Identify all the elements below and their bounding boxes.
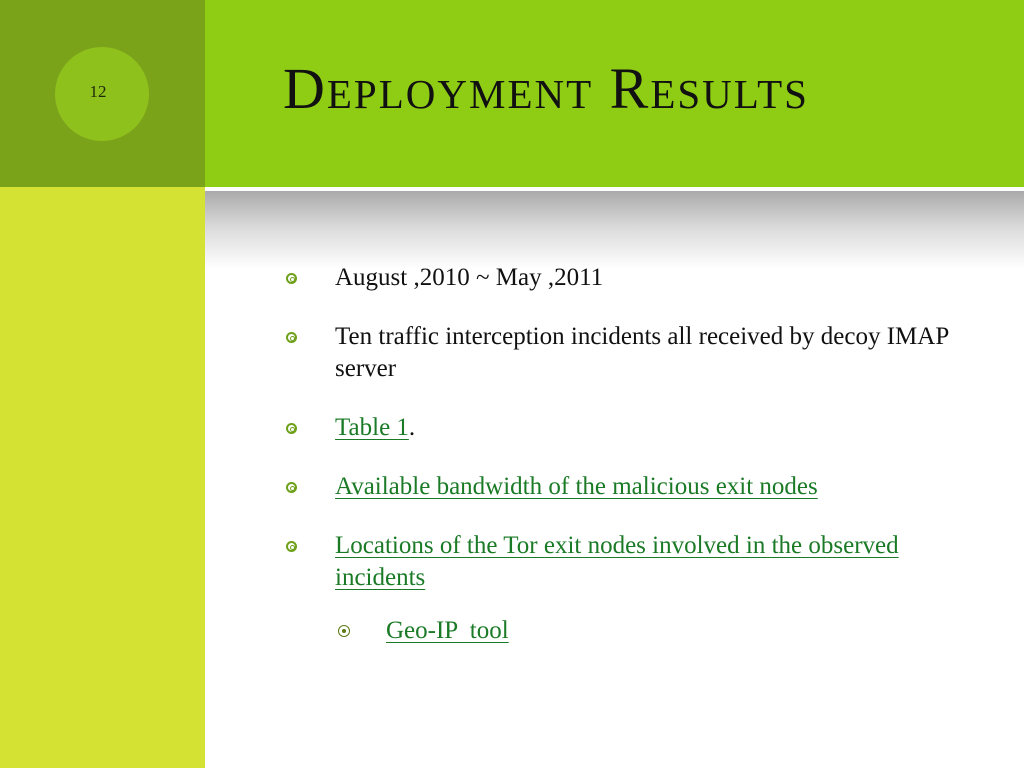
bullet-suffix: . (408, 414, 416, 441)
table-1-link[interactable]: Table 1 (335, 414, 409, 441)
bullet-icon (286, 423, 297, 434)
bullet-icon (286, 332, 297, 343)
exit-node-locations-link[interactable]: Locations of the Tor exit nodes involved in the observed incidents (335, 532, 899, 591)
slide-title: Deployment Results (283, 56, 809, 121)
bullet-item-bandwidth-link (283, 471, 983, 503)
sub-bullet-icon (338, 625, 350, 637)
bullet-item-incidents (283, 321, 983, 385)
bullet-list (283, 262, 983, 647)
bullet-item-locations-link (283, 530, 983, 594)
bullet-item-date-range (283, 262, 983, 294)
sub-bullet-item-geoip (283, 615, 983, 647)
corner-block (0, 0, 205, 187)
slide-number: 12 (89, 82, 107, 101)
bullet-item-table-link (283, 412, 983, 444)
bullet-text: Ten traffic interception incidents all received by decoy IMAP server (335, 323, 949, 382)
slide-number-badge (55, 47, 149, 141)
bandwidth-link[interactable]: Available bandwidth of the malicious exit nodes (335, 473, 818, 500)
shadow-band (205, 191, 1024, 269)
bullet-text: August ,2010 ~ May ,2011 (335, 264, 604, 291)
bullet-icon (286, 482, 297, 493)
bullet-icon (286, 541, 297, 552)
geo-ip-tool-link[interactable]: Geo-IP tool (386, 617, 509, 644)
bullet-icon (286, 273, 297, 284)
